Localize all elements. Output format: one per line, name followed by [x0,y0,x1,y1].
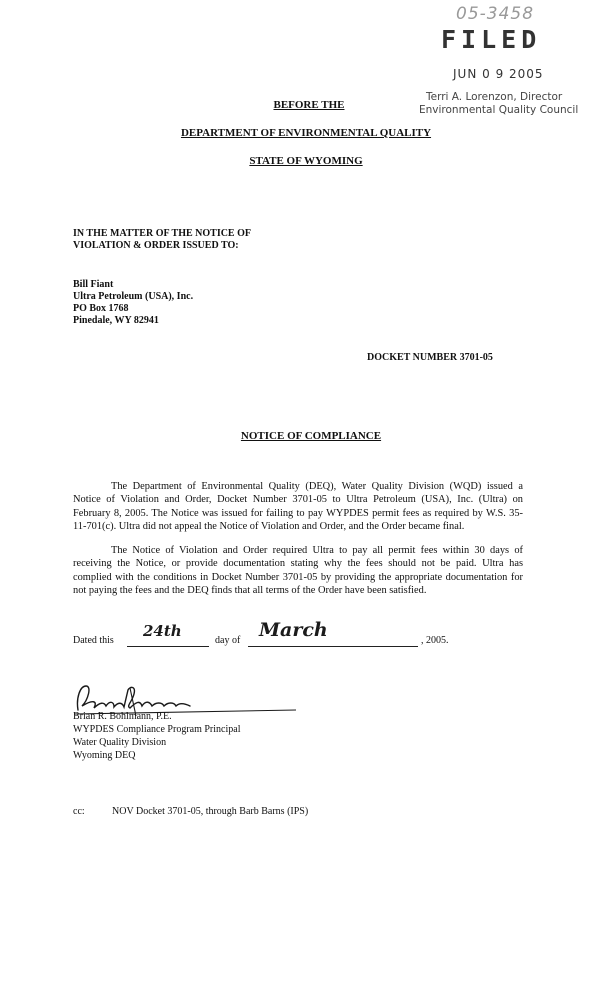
paragraph-2-line: complied with the conditions in Docket Number 3701-05 by providing the appropriate documentation for [73,571,523,583]
paragraph-2-line: The Notice of Violation and Order required Ultra to pay all permit fees within 30 days of [111,545,523,556]
cc-label: cc: [73,806,85,817]
paragraph-1-line: 11-701(c). Ultra did not appeal the Notice of Violation and Order, and the Order became final. [73,521,465,533]
day-blank-line [127,646,209,647]
address-name: Bill Fiant [73,279,114,290]
handwritten-month: March [259,619,328,641]
signer-division: Water Quality Division [73,737,167,748]
paragraph-2-line: not paying the fees and the DEQ finds that all terms of the Order have been satisfied. [73,585,427,597]
paragraph-1-line: Notice of Violation and Order, Docket Number 3701-05 to Ultra Petroleum (USA), Inc. (Ultra) on [73,494,523,506]
dated-middle: day of [215,635,241,646]
handwritten-case-number: 05-3458 [456,4,535,24]
address-city: Pinedale, WY 82941 [73,315,159,326]
paragraph-1 [73,480,523,534]
header-before-the: BEFORE THE [273,99,345,111]
stamp-council-name: Environmental Quality Council [419,104,579,116]
document-title: NOTICE OF COMPLIANCE [240,430,382,442]
address-company: Ultra Petroleum (USA), Inc. [73,291,194,302]
signer-title: WYPDES Compliance Program Principal [73,724,241,735]
signer-name: Brian R. Bohlmann, P.E. [73,711,172,722]
paragraph-2 [73,544,523,598]
paragraph-1-line: The Department of Environmental Quality (DEQ), Water Quality Division (WQD) issued a [111,481,523,492]
dated-prefix: Dated this [73,635,114,646]
docket-number: DOCKET NUMBER 3701-05 [367,352,493,363]
signer-agency: Wyoming DEQ [73,750,136,761]
filed-stamp: FILED [441,25,542,54]
filed-date: JUN 0 9 2005 [453,67,544,81]
header-state: STATE OF WYOMING [249,155,363,167]
header-department: DEPARTMENT OF ENVIRONMENTAL QUALITY [180,127,432,139]
handwritten-day: 24th [143,622,182,640]
paragraph-2-line: receiving the Notice, or provide documentation stating why the fees should not be paid. Ultra has [73,558,523,570]
month-blank-line [248,646,418,647]
paragraph-1-line: February 8, 2005. The Notice was issued for failing to pay WYPDES permit fees as required by W.S. 35- [73,507,523,519]
matter-line-2: VIOLATION & ORDER ISSUED TO: [73,240,239,251]
dated-year: , 2005. [421,635,449,646]
address-po-box: PO Box 1768 [73,303,129,314]
matter-line-1: IN THE MATTER OF THE NOTICE OF [73,228,251,239]
cc-text: NOV Docket 3701-05, through Barb Barns (IPS) [112,806,309,817]
stamp-director-name: Terri A. Lorenzon, Director [426,91,563,103]
